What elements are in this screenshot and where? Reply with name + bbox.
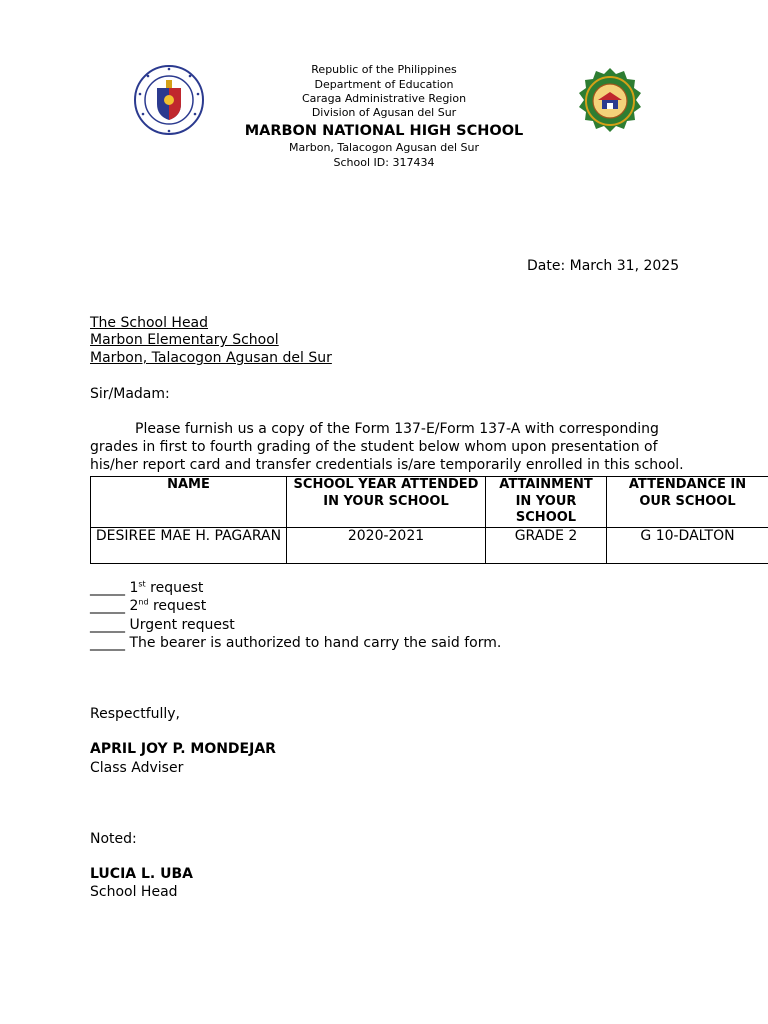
request-second-text: request [148, 598, 207, 614]
request-urgent-blank: _____ [90, 617, 125, 633]
table-row [91, 528, 768, 564]
paragraph-line-1-text: Please furnish us a copy of the Form 137-E/Form 137-A with corresponding [135, 421, 659, 437]
deped-seal [133, 64, 205, 136]
header-region: Caraga Administrative Region [301, 92, 467, 105]
header-division: Division of Agusan del Sur [311, 106, 457, 119]
header-department: Department of Education [314, 78, 454, 91]
paragraph-line-3: his/her report card and transfer credentials is/are temporarily enrolled in this school. [90, 457, 684, 473]
letter-date: Date: March 31, 2025 [527, 258, 680, 274]
request-urgent-text: Urgent request [129, 617, 235, 633]
recipient-school: Marbon Elementary School [90, 332, 279, 348]
request-first-text: request [145, 580, 204, 596]
cell-school-year: 2020-2021 [287, 528, 486, 564]
paragraph-line-1 [90, 421, 659, 439]
table-header-row [91, 477, 768, 528]
recipient-title: The School Head [90, 315, 209, 331]
request-first-blank: _____ [90, 580, 125, 596]
cell-attendance: G 10-DALTON [607, 528, 768, 564]
request-second-num: 2 [129, 598, 139, 614]
salutation: Sir/Madam: [90, 386, 170, 402]
closing: Respectfully, [90, 706, 181, 722]
request-first-sup: st [138, 579, 146, 589]
noted-label: Noted: [90, 831, 137, 847]
request-second [90, 598, 206, 616]
header-school-year: SCHOOL YEAR ATTENDED IN YOUR SCHOOL [287, 477, 486, 528]
header-name: NAME [91, 477, 287, 528]
header-attainment: ATTAINMENT IN YOUR SCHOOL [486, 477, 607, 528]
cell-name: DESIREE MAE H. PAGARAN [91, 528, 287, 564]
school-name: MARBON NATIONAL HIGH SCHOOL [244, 123, 524, 139]
request-bearer [90, 635, 501, 653]
header-republic: Republic of the Philippines [311, 63, 457, 76]
recipient-address: Marbon, Talacogon Agusan del Sur [90, 350, 332, 366]
signer-1-title: Class Adviser [90, 760, 184, 776]
school-id: School ID: 317434 [333, 156, 435, 169]
request-second-sup: nd [138, 597, 149, 607]
signer-2-name: LUCIA L. UBA [90, 866, 193, 882]
request-second-blank: _____ [90, 598, 125, 614]
request-first-num: 1 [129, 580, 139, 596]
request-first [90, 580, 203, 598]
paragraph-line-2: grades in first to fourth grading of the student below whom upon presentation of [90, 439, 658, 455]
signer-1-name: APRIL JOY P. MONDEJAR [90, 741, 276, 757]
header-attendance: ATTENDANCE IN OUR SCHOOL [607, 477, 768, 528]
school-seal [574, 66, 646, 140]
school-address: Marbon, Talacogon Agusan del Sur [288, 141, 480, 154]
request-urgent [90, 617, 235, 635]
request-bearer-text: The bearer is authorized to hand carry the said form. [129, 635, 502, 651]
request-bearer-blank: _____ [90, 635, 125, 651]
student-table [90, 476, 768, 564]
signer-2-title: School Head [90, 884, 178, 900]
cell-attainment: GRADE 2 [486, 528, 607, 564]
